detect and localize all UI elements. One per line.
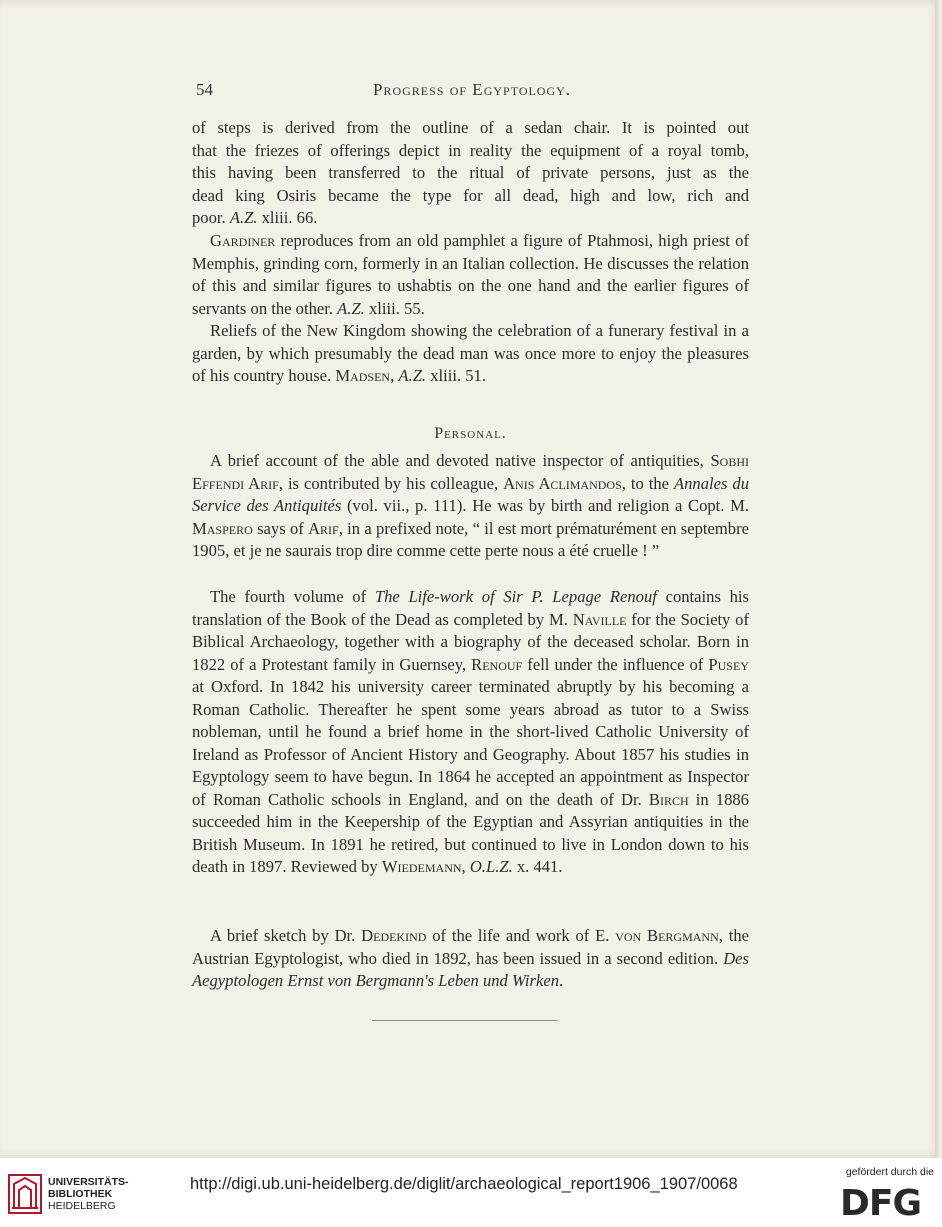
text-run: x. 441. [512, 857, 563, 876]
person-name: Wiedemann [381, 857, 462, 876]
text-run: Reliefs of the New Kingdom showing the celebration of a funerary festival in a garden, by which presumably the dead man was once more to enjoy the pleasures of his country house. [192, 321, 749, 385]
text-run: in 1886 succeeded him in the Keepership of the Egyptian and Assyrian antiquities in the British Museum. In 1891 he retired, but continued to live in London down to his death in 1897. Reviewed by [192, 789, 749, 876]
text-run: contains his translation of the Book of the Dead as completed by M. [192, 587, 749, 629]
section-heading: Personal. [434, 425, 507, 442]
text-run: xliii. 66. [257, 208, 318, 227]
citation: A.Z. [337, 298, 365, 318]
person-name: von Bergmann [615, 926, 719, 945]
paragraph-4 [192, 450, 749, 563]
text-run: . [559, 971, 564, 990]
text-run: reproduces from an old pamphlet a figure of Ptahmosi, high priest of Memphis, grinding corn, formerly in an Italian collection. He discusses the relation of this and similar figures to ushabtis on the one hand and the earlier figures of servants on the other. [192, 231, 749, 318]
text-run: , in a prefixed note, “ il est mort prématurément en septembre 1905, et je ne saurais trop dire comme cette perte nous a été cruelle ! ” [192, 518, 749, 560]
page-edge-shadow [935, 0, 942, 1158]
citation: O.L.Z. [469, 857, 513, 876]
text-run: The fourth volume of [210, 587, 375, 606]
person-name: Maspero [192, 518, 253, 538]
text-run: (vol. vii., p. 111). He was by birth and religion a Copt. M. [341, 496, 750, 515]
page-header [196, 80, 756, 102]
text-run: A brief account of the able and devoted native inspector of antiquities, [210, 451, 711, 470]
funding-caption: gefördert durch die [845, 1166, 934, 1178]
text-run: poor. [192, 208, 230, 227]
library-name-line: UNIVERSITÄTS- [48, 1176, 129, 1188]
citation: A.Z. [398, 366, 427, 385]
person-name: Arif [308, 518, 339, 538]
text-run: at Oxford. In 1842 his university career terminated abruptly by his becoming a Roman Catholic. Thereafter he spent some years abroad as tutor to a Swiss nobleman, until he found a brief home in the short-lived Catholic University of Ireland as Professor of Ancient History and Geography. About 1857 his studies in Egyptology seem to have begun. In 1864 he accepted an appointment as Inspector of Roman Catholic schools in England, and on the death of Dr. [192, 677, 749, 809]
end-rule [372, 1020, 558, 1021]
paragraph-5 [192, 586, 749, 879]
book-title: The Life-work of Sir P. Lepage Renouf [374, 587, 657, 606]
paragraph-6 [192, 925, 749, 993]
library-name [48, 1176, 129, 1212]
person-name: Naville [572, 609, 627, 629]
dfg-logo-icon [840, 1184, 932, 1218]
person-name: Anis Aclimandos [503, 473, 622, 493]
paragraph-2 [192, 230, 749, 320]
journal-title: Annales du Service des Antiquités [192, 473, 749, 515]
person-name: Dedekind [361, 926, 427, 945]
text-run: of the life and work of E. [426, 926, 616, 945]
text-run: for the Society of Biblical Archaeology, together with a biography of the deceased scholar. Born in 1822 of a Protestant family in Guernsey, [192, 609, 749, 674]
permalink-url[interactable]: http://digi.ub.uni-heidelberg.de/diglit/archaeological_report1906_1907/0068 [190, 1175, 738, 1193]
text-run: A brief sketch by Dr. [210, 926, 362, 945]
text-run: xliii. 55. [364, 298, 425, 318]
library-name-line: HEIDELBERG [48, 1200, 116, 1212]
text-run: , to the [621, 473, 674, 493]
line: this having been transferred to the ritual of private persons, just as the [192, 163, 749, 182]
author-name: Gardiner [210, 231, 276, 250]
paragraph-1 [192, 117, 749, 230]
library-seal-icon [8, 1174, 42, 1214]
running-head: Progress of Egyptology. [373, 80, 572, 99]
text-run: xliii. 51. [426, 366, 487, 385]
line: dead king Osiris became the type for all dead, high and low, rich and [192, 185, 749, 205]
text-run: fell under the influence of [522, 654, 709, 674]
person-name: Renouf [471, 654, 523, 674]
book-title: Des Aegyptologen Ernst von Bergmann's Leben und Wirken [192, 948, 749, 990]
text-run: , [461, 857, 470, 876]
viewer-footer [0, 1158, 942, 1227]
text-run: , [390, 366, 399, 385]
person-name: Birch [648, 789, 689, 809]
paragraph-3 [192, 320, 749, 388]
page-number: 54 [196, 80, 213, 99]
author-name: Madsen [335, 366, 391, 385]
dfg-logo-text: DFG [840, 1184, 922, 1218]
line: of steps is derived from the outline of a sedan chair. It is pointed out [192, 118, 749, 137]
library-logo[interactable] [8, 1172, 138, 1218]
person-name: Sobhi Effendi Arif [192, 451, 749, 493]
person-name: Pusey [708, 654, 749, 674]
funder-logo[interactable] [828, 1166, 938, 1222]
text-run: , is contributed by his colleague, [278, 473, 504, 493]
text-run: says of [252, 518, 309, 538]
text-run: , the Austrian Egyptologist, who died in 1892, has been issued in a second edition. [192, 926, 749, 968]
line [192, 207, 749, 230]
citation: A.Z. [229, 208, 258, 227]
line: that the friezes of offerings depict in reality the equipment of a royal tomb, [192, 140, 749, 160]
library-name-line: BIBLIOTHEK [48, 1188, 113, 1200]
